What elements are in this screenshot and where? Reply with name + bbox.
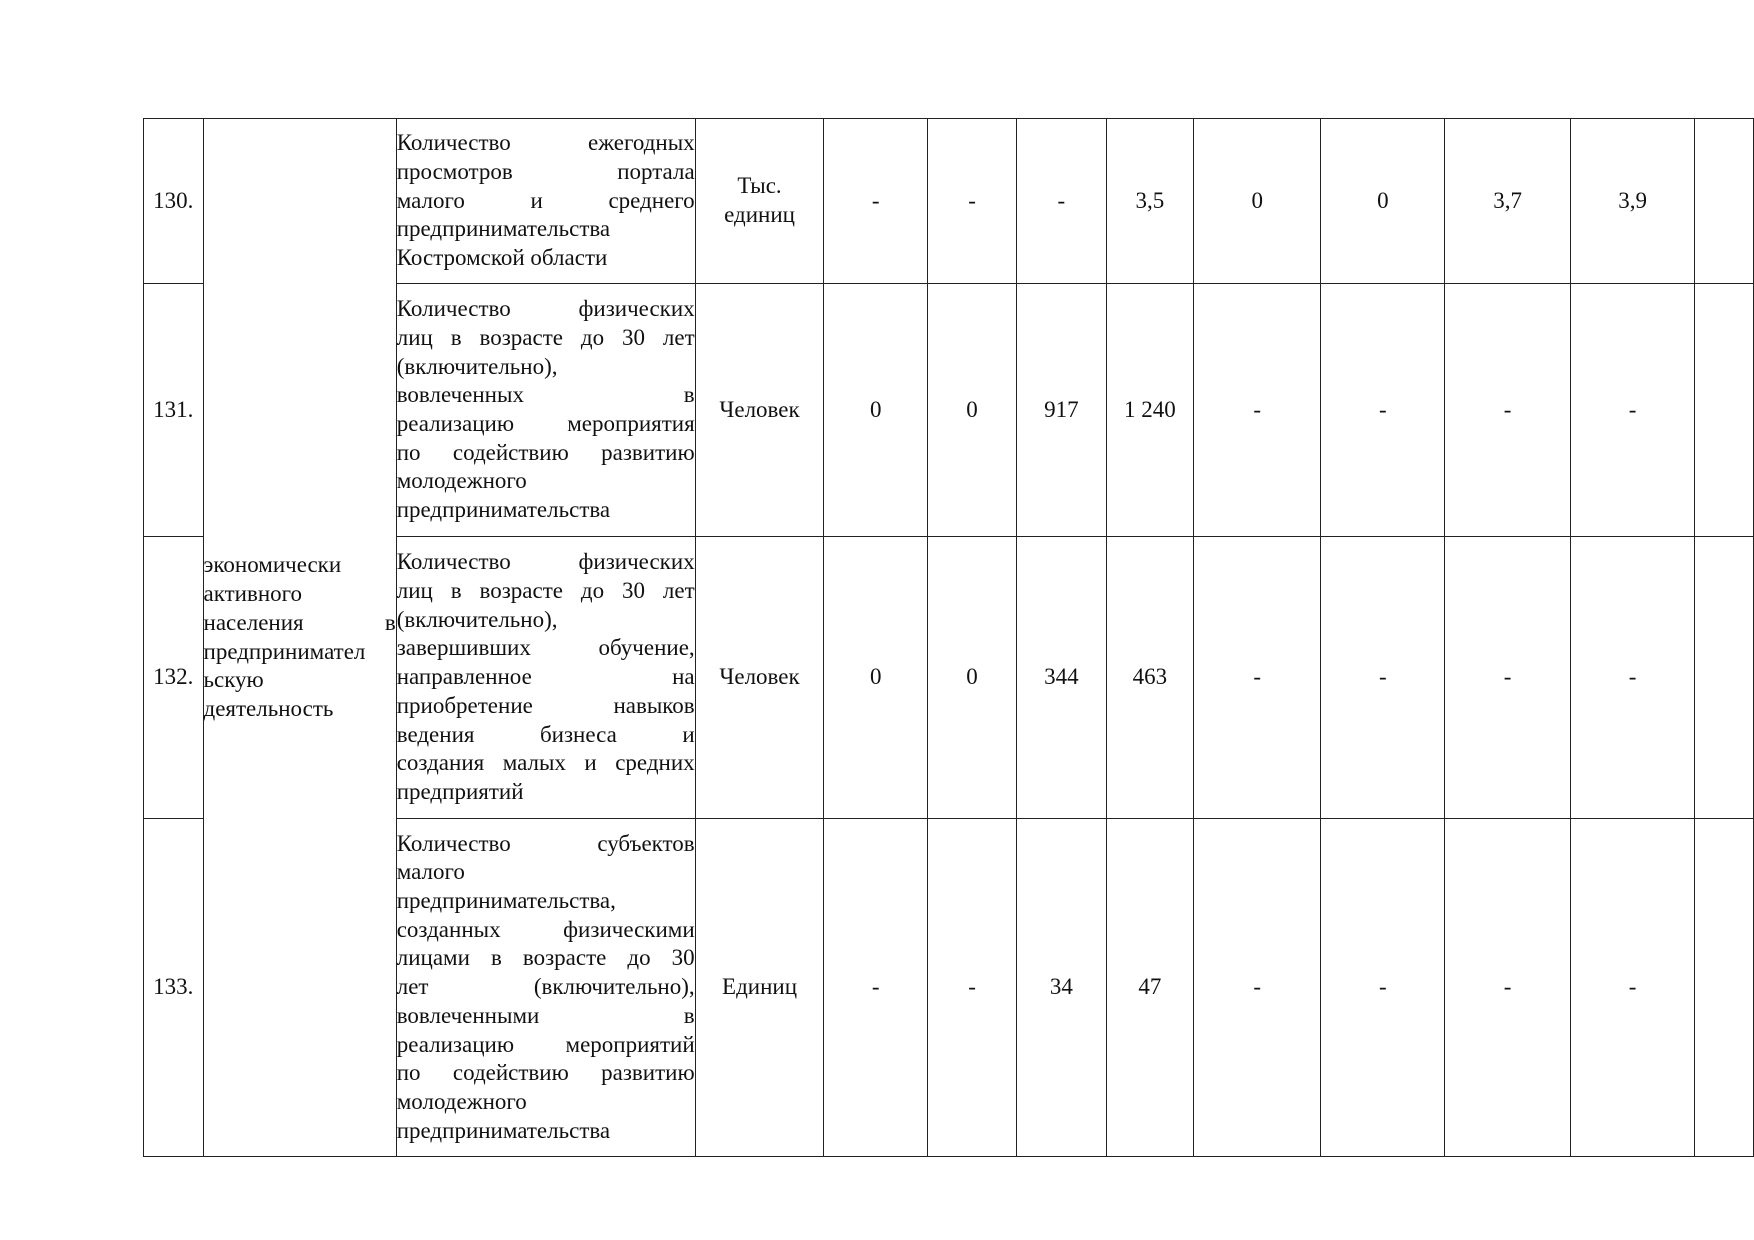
indicator-description [396, 819, 695, 1157]
description-line: вовлеченными в [396, 1002, 695, 1028]
indicators-table [143, 118, 1754, 1157]
row-number: 133. [144, 819, 204, 1157]
description-line: Костромской области [396, 245, 608, 271]
description-line: по содействию развитию [396, 439, 695, 465]
value-cell: - [1570, 819, 1695, 1157]
description-line: завершивших обучение, [396, 635, 695, 661]
group-label-line: активного [203, 581, 302, 607]
group-label-line: деятельность [203, 695, 334, 721]
description-line: созданных физическими [396, 916, 695, 942]
description-line: приобретение навыков [396, 692, 695, 718]
description-line: лиц в возрасте до 30 лет [396, 578, 695, 604]
value-cell [1695, 119, 1754, 284]
value-cell: 0 [1194, 119, 1321, 284]
unit-of-measure [695, 537, 824, 819]
description-line: просмотров портала [396, 158, 695, 184]
unit-of-measure [695, 819, 824, 1157]
value-cell: - [928, 119, 1017, 284]
indicator-description [396, 537, 695, 819]
description-line: лет (включительно), [396, 974, 695, 1000]
value-cell: 3,5 [1106, 119, 1194, 284]
value-cell: - [824, 119, 928, 284]
value-cell: - [1321, 819, 1445, 1157]
indicator-description [396, 284, 695, 537]
value-cell: - [1570, 537, 1695, 819]
value-cell: 0 [928, 537, 1017, 819]
value-cell: 917 [1017, 284, 1107, 537]
value-cell: 0 [928, 284, 1017, 537]
description-line: малого [396, 859, 465, 885]
value-cell: 0 [824, 284, 928, 537]
description-line: вовлеченных в [396, 382, 695, 408]
description-line: лицами в возрасте до 30 [396, 945, 695, 971]
description-line: предприятий [396, 778, 524, 804]
description-line: Количество физических [396, 549, 695, 575]
value-cell: - [1194, 819, 1321, 1157]
unit-line: Человек [719, 396, 800, 422]
description-line: направленное на [396, 664, 695, 690]
value-cell: 34 [1017, 819, 1107, 1157]
description-line: Количество ежегодных [396, 130, 695, 156]
description-line: (включительно), [396, 606, 558, 632]
value-cell [1695, 819, 1754, 1157]
value-cell: - [1321, 284, 1445, 537]
unit-line: Тыс. [737, 173, 782, 199]
unit-line: единиц [724, 202, 795, 227]
group-label-line: предпринимател [203, 638, 366, 664]
value-cell: 3,7 [1445, 119, 1571, 284]
value-cell: 344 [1017, 537, 1107, 819]
value-cell: 3,9 [1570, 119, 1695, 284]
value-cell: - [1194, 284, 1321, 537]
value-cell: 47 [1106, 819, 1194, 1157]
value-cell: - [1570, 284, 1695, 537]
value-cell: 0 [824, 537, 928, 819]
description-line: Количество физических [396, 296, 695, 322]
description-line: молодежного [396, 468, 527, 494]
group-label [203, 119, 396, 1157]
description-line: по содействию развитию [396, 1060, 695, 1086]
description-line: реализацию мероприятий [396, 1031, 695, 1057]
value-cell: - [928, 819, 1017, 1157]
description-line: предпринимательства [396, 1117, 611, 1143]
value-cell: - [1445, 284, 1571, 537]
indicator-description [396, 119, 695, 284]
description-line: молодежного [396, 1088, 527, 1114]
value-cell: - [1194, 537, 1321, 819]
value-cell: - [1445, 537, 1571, 819]
value-cell [1695, 284, 1754, 537]
description-line: предпринимательства, [396, 888, 616, 914]
value-cell: 463 [1106, 537, 1194, 819]
value-cell: 0 [1321, 119, 1445, 284]
description-line: предпринимательства [396, 497, 611, 523]
value-cell: - [1445, 819, 1571, 1157]
row-number: 131. [144, 284, 204, 537]
description-line: (включительно), [396, 353, 558, 379]
description-line: лиц в возрасте до 30 лет [396, 324, 695, 350]
unit-of-measure [695, 119, 824, 284]
value-cell: - [1017, 119, 1107, 284]
value-cell: - [824, 819, 928, 1157]
unit-of-measure [695, 284, 824, 537]
unit-line: Человек [719, 664, 800, 690]
description-line: предпринимательства [396, 216, 611, 242]
row-number: 132. [144, 537, 204, 819]
description-line: создания малых и средних [396, 750, 695, 776]
group-label-line: экономически [203, 552, 342, 578]
unit-line: Единиц [722, 974, 798, 1000]
value-cell: - [1321, 537, 1445, 819]
description-line: ведения бизнеса и [396, 721, 695, 747]
description-line: реализацию мероприятия [396, 411, 695, 436]
group-label-line: ьскую [203, 667, 264, 693]
group-label-line: населения в [203, 609, 396, 635]
description-line: Количество субъектов [396, 830, 695, 856]
row-number: 130. [144, 119, 204, 284]
value-cell [1695, 537, 1754, 819]
table-row [144, 119, 1754, 284]
value-cell: 1 240 [1106, 284, 1194, 537]
description-line: малого и среднего [396, 187, 695, 213]
